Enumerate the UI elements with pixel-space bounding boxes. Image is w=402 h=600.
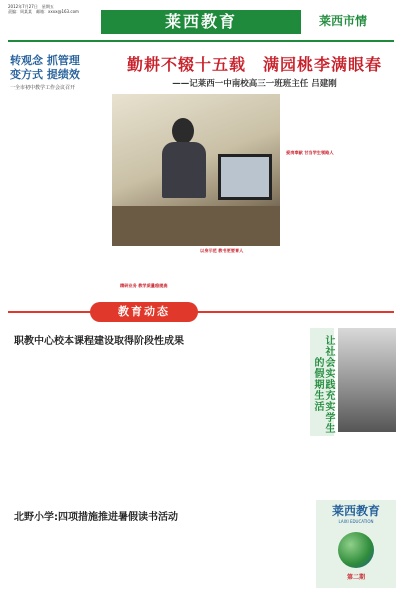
article-2-body <box>14 526 310 596</box>
lead-body-col1 <box>112 250 196 298</box>
lead-section-heading-3: 爱岗奉献 甘当学生领路人 <box>286 150 334 155</box>
photo-head <box>172 118 194 144</box>
lead-section-heading-2: 精研业务 教学质量稳提高 <box>120 283 168 288</box>
left-subtitle: 一全市初中教学工作会议召开 <box>10 85 76 91</box>
lead-body-right <box>286 94 396 294</box>
masthead: 莱西教育 <box>101 10 301 34</box>
photo-person <box>162 118 206 194</box>
lead-section-heading-1: 以身示范 教书更要育人 <box>200 248 244 253</box>
logo-title: 莱西教育 <box>331 504 380 518</box>
section-banner: 教育动态 <box>90 302 198 322</box>
issue-date: 2012年7月27日 星期五 <box>8 4 54 9</box>
photo-body <box>162 142 206 198</box>
logo-english: LAIXI EDUCATION <box>338 519 374 524</box>
sidebar-vertical-title: 让社会实践充实学生的假期生活 <box>310 328 334 436</box>
globe-icon <box>338 532 374 568</box>
editor-info: 责编：周某某 邮箱：xxxx@163.com <box>8 9 79 14</box>
photo-desk <box>112 206 280 246</box>
top-rule <box>8 40 394 42</box>
article-title-2: 北野小学:四项措施推进暑假读书活动 <box>14 512 178 523</box>
sidebar-story <box>310 328 396 432</box>
left-headline-2: 变方式 提绩效 <box>10 68 80 81</box>
issue-meta <box>8 4 98 14</box>
lead-title: 勤耕不辍十五载 满园桃李满眼春 <box>126 55 382 74</box>
banner-rule <box>8 311 394 313</box>
lead-subtitle: ——记莱西一中南校高三一班班主任 吕建刚 <box>172 79 337 89</box>
photo-monitor <box>218 154 272 200</box>
logo-issue: 第二期 <box>346 574 365 581</box>
sidebar-body <box>310 436 396 496</box>
article-1-body <box>14 350 304 500</box>
left-headline-1: 转观念 抓管理 <box>10 54 80 67</box>
article-title-1: 职教中心校本课程建设取得阶段性成果 <box>14 336 184 347</box>
section-name: 莱西市情 <box>319 14 368 28</box>
left-feature <box>10 54 104 114</box>
brand-logo <box>316 500 396 588</box>
sidebar-photo <box>338 328 396 432</box>
lead-body-col2 <box>200 250 284 298</box>
teacher-photo <box>112 94 280 246</box>
left-body-text <box>10 118 102 296</box>
